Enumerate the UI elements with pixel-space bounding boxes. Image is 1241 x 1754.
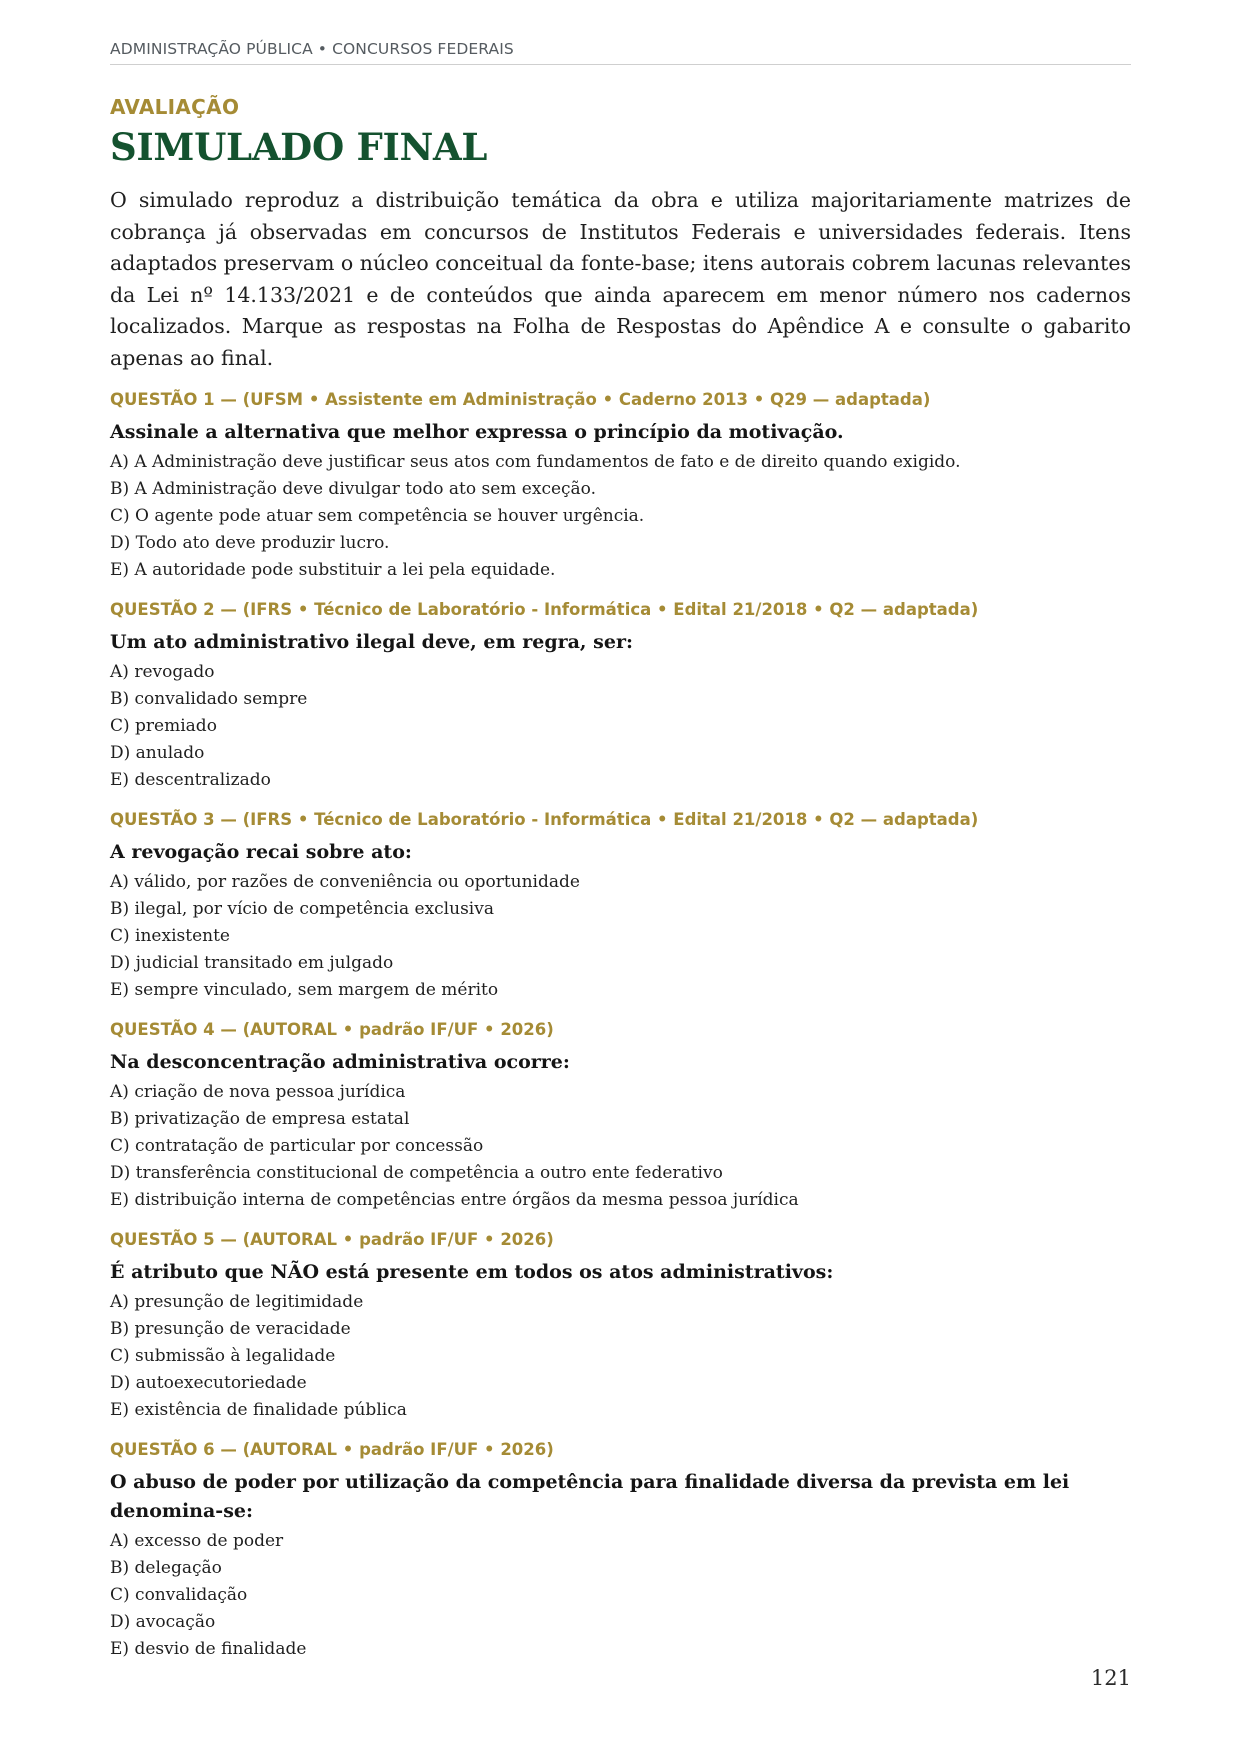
page-number: 121 bbox=[1090, 1666, 1131, 1690]
option-b: B) privatização de empresa estatal bbox=[110, 1109, 410, 1130]
question-6 bbox=[110, 1438, 1131, 1663]
option-e: E) desvio de finalidade bbox=[110, 1639, 307, 1660]
option-e: E) distribuição interna de competências entre órgãos da mesma pessoa jurídica bbox=[110, 1190, 799, 1211]
option-b: B) ilegal, por vício de competência exclusiva bbox=[110, 899, 494, 920]
option-b: B) delegação bbox=[110, 1558, 222, 1579]
option-c: C) contratação de particular por concessão bbox=[110, 1136, 484, 1157]
option-c: C) submissão à legalidade bbox=[110, 1346, 336, 1367]
page-title: SIMULADO FINAL bbox=[110, 125, 488, 169]
question-stem: A revogação recai sobre ato: bbox=[110, 841, 412, 864]
section-kicker: AVALIAÇÃO bbox=[110, 95, 240, 119]
option-list bbox=[110, 449, 1131, 584]
option-a: A) presunção de legitimidade bbox=[110, 1292, 364, 1313]
option-list bbox=[110, 659, 1131, 794]
option-c: C) O agente pode atuar sem competência se houver urgência. bbox=[110, 506, 645, 527]
option-a: A) A Administração deve justificar seus atos com fundamentos de fato e de direito quando exigido. bbox=[110, 452, 961, 473]
option-list bbox=[110, 1528, 1131, 1663]
question-1 bbox=[110, 388, 1131, 584]
question-stem: O abuso de poder por utilização da competência para finalidade diversa da prevista em lei denomina-se: bbox=[110, 1471, 1070, 1523]
option-c: C) convalidação bbox=[110, 1585, 248, 1606]
option-d: D) anulado bbox=[110, 743, 205, 764]
question-heading: QUESTÃO 1 — (UFSM • Assistente em Administração • Caderno 2013 • Q29 — adaptada) bbox=[110, 390, 931, 410]
option-d: D) avocação bbox=[110, 1612, 216, 1633]
option-c: C) premiado bbox=[110, 716, 217, 737]
option-b: B) convalidado sempre bbox=[110, 689, 308, 710]
document-page bbox=[110, 0, 1131, 1663]
running-header: ADMINISTRAÇÃO PÚBLICA • CONCURSOS FEDERAIS bbox=[110, 40, 1131, 65]
question-2 bbox=[110, 598, 1131, 794]
option-e: E) A autoridade pode substituir a lei pela equidade. bbox=[110, 560, 556, 581]
option-d: D) Todo ato deve produzir lucro. bbox=[110, 533, 390, 554]
intro-paragraph: O simulado reproduz a distribuição temática da obra e utiliza majoritariamente matrizes de cobrança já observadas em concursos de Institutos Federais e universidades federais. Itens adaptados preservam o núcleo conceitual da fonte-base; itens autorais cobrem lacunas relevantes da Lei nº 14.133/2021 e de conteúdos que ainda aparecem em menor número nos cadernos localizados. Marque as respostas na Folha de Respostas do Apêndice A e consulte o gabarito apenas ao final. bbox=[110, 188, 1131, 370]
question-list bbox=[110, 388, 1131, 1663]
option-a: A) criação de nova pessoa jurídica bbox=[110, 1082, 406, 1103]
option-list bbox=[110, 1079, 1131, 1214]
question-4 bbox=[110, 1018, 1131, 1214]
question-3 bbox=[110, 808, 1131, 1004]
option-d: D) transferência constitucional de competência a outro ente federativo bbox=[110, 1163, 723, 1184]
question-heading: QUESTÃO 4 — (AUTORAL • padrão IF/UF • 2026) bbox=[110, 1020, 554, 1040]
question-heading: QUESTÃO 6 — (AUTORAL • padrão IF/UF • 2026) bbox=[110, 1440, 554, 1460]
question-heading: QUESTÃO 3 — (IFRS • Técnico de Laboratório - Informática • Edital 21/2018 • Q2 — adaptada) bbox=[110, 810, 979, 830]
option-d: D) judicial transitado em julgado bbox=[110, 953, 394, 974]
option-c: C) inexistente bbox=[110, 926, 230, 947]
option-a: A) excesso de poder bbox=[110, 1531, 284, 1552]
option-list bbox=[110, 1289, 1131, 1424]
option-e: E) existência de finalidade pública bbox=[110, 1400, 407, 1421]
question-heading: QUESTÃO 5 — (AUTORAL • padrão IF/UF • 2026) bbox=[110, 1230, 554, 1250]
option-b: B) presunção de veracidade bbox=[110, 1319, 351, 1340]
question-stem: Na desconcentração administrativa ocorre: bbox=[110, 1051, 570, 1074]
question-stem: É atributo que NÃO está presente em todos os atos administrativos: bbox=[110, 1261, 834, 1284]
option-d: D) autoexecutoriedade bbox=[110, 1373, 307, 1394]
option-b: B) A Administração deve divulgar todo ato sem exceção. bbox=[110, 479, 597, 500]
question-stem: Um ato administrativo ilegal deve, em regra, ser: bbox=[110, 631, 633, 654]
option-a: A) revogado bbox=[110, 662, 215, 683]
option-a: A) válido, por razões de conveniência ou oportunidade bbox=[110, 872, 580, 893]
question-heading: QUESTÃO 2 — (IFRS • Técnico de Laboratório - Informática • Edital 21/2018 • Q2 — adaptada) bbox=[110, 600, 979, 620]
option-e: E) descentralizado bbox=[110, 770, 271, 791]
option-list bbox=[110, 869, 1131, 1004]
question-5 bbox=[110, 1228, 1131, 1424]
question-stem: Assinale a alternativa que melhor expressa o princípio da motivação. bbox=[110, 421, 844, 444]
option-e: E) sempre vinculado, sem margem de mérito bbox=[110, 980, 499, 1001]
